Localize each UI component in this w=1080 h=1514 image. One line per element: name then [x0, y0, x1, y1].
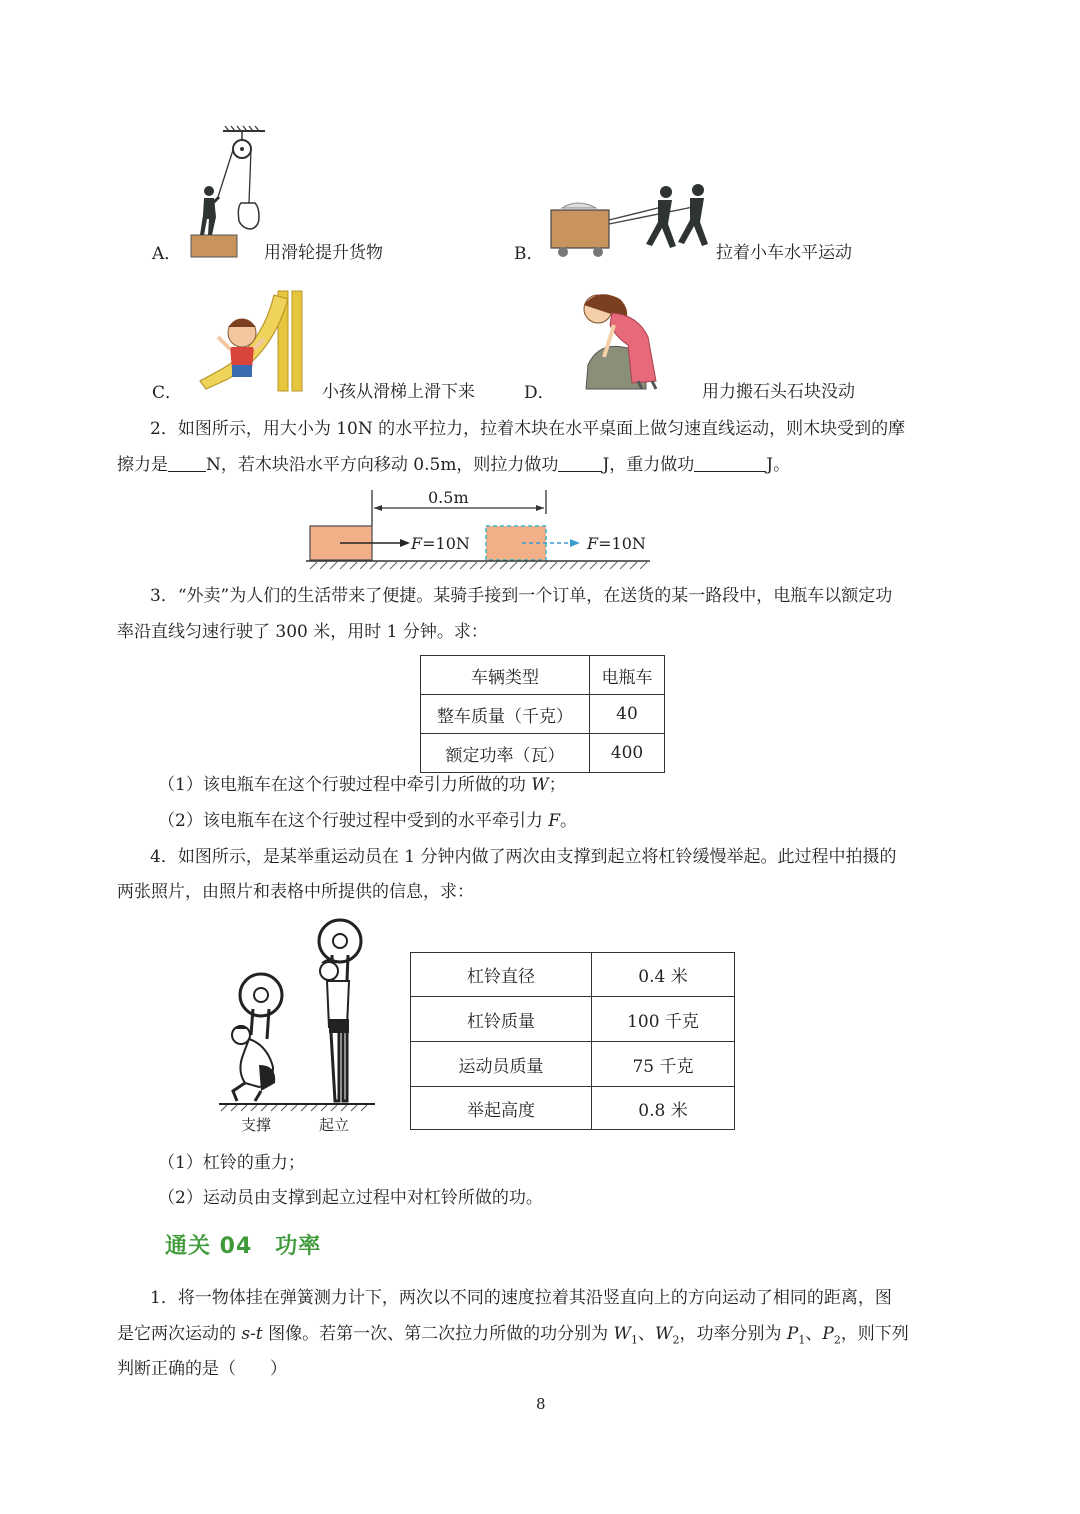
q4-line1: 4．如图所示，是某举重运动员在 1 分钟内做了两次由支撑到起立将杠铃缓慢举起。此过程中拍摄的: [150, 847, 897, 867]
vehicle-table-cell: 40: [590, 695, 665, 734]
page-number: 8: [536, 1395, 546, 1413]
q3-sub2-end: 。: [560, 811, 578, 831]
s1-w-sub-2: 2: [672, 1333, 680, 1347]
option-c-letter: C．: [152, 383, 183, 403]
option-d-letter: D．: [524, 383, 555, 403]
q2-text-d: J。: [766, 455, 791, 475]
q2-force-label-1: [411, 533, 470, 555]
q2-distance-label: 0.5m: [428, 488, 469, 507]
vehicle-table-cell: 整车质量（千克）: [421, 695, 590, 734]
q2-force-var-1: F: [411, 534, 423, 553]
s1-w-sub-1: 1: [631, 1333, 639, 1347]
section-title: 通关 04 功率: [165, 1234, 322, 1259]
vehicle-table: [420, 655, 665, 773]
q3-sub2-text: （2）该电瓶车在这个行驶过程中受到的水平牵引力: [158, 811, 549, 831]
barbell-table-cell: 100 千克: [592, 997, 735, 1042]
s1-line2: [117, 1323, 909, 1351]
q2-line2: [117, 454, 790, 476]
q3-sub1: [158, 774, 566, 796]
q2-blank-friction[interactable]: [168, 455, 206, 472]
q2-text-b: N，若木块沿水平方向移动 0.5m，则拉力做功: [206, 455, 559, 475]
q3-sub1-text: （1）该电瓶车在这个行驶过程中牵引力所做的功: [158, 775, 532, 795]
s1-p-sub-2: 2: [833, 1333, 841, 1347]
barbell-table-cell: 杠铃质量: [411, 997, 592, 1042]
vehicle-table-header-value: 电瓶车: [590, 656, 665, 695]
q2-force-val-1: =10N: [422, 534, 470, 553]
q3-sub1-var: W: [531, 775, 549, 795]
s1-p-var-2: P: [822, 1324, 834, 1344]
girl-rock-figure: [558, 285, 673, 395]
vehicle-table-cell: 400: [590, 734, 665, 773]
option-c-text: 小孩从滑梯上滑下来: [322, 382, 475, 402]
q4-line2: 两张照片，由照片和表格中所提供的信息，求：: [117, 882, 474, 902]
q2-text-c: J，重力做功: [602, 455, 695, 475]
s1-text-b: 图像。若第一次、第二次拉力所做的功分别为: [262, 1324, 614, 1344]
s1-w-var-2: W: [655, 1324, 673, 1344]
option-a-letter: A．: [152, 244, 182, 264]
q4-sub2: （2）运动员由支撑到起立过程中对杠铃所做的功。: [158, 1188, 543, 1208]
q3-sub1-end: ；: [548, 775, 566, 795]
q2-blank-pull-work[interactable]: [558, 455, 602, 472]
q2-line1: 2．如图所示，用大小为 10N 的水平拉力，拉着木块在水平桌面上做匀速直线运动，则木块受到的摩: [150, 419, 906, 439]
q2-force-val-2: =10N: [598, 534, 646, 553]
q3-sub2-var: F: [548, 811, 561, 831]
option-d-text: 用力搬石头石块没动: [702, 382, 855, 402]
barbell-table-cell: 75 千克: [592, 1042, 735, 1087]
vehicle-table-cell: 额定功率（瓦）: [421, 734, 590, 773]
s1-sep-1: 、: [638, 1324, 656, 1344]
q4-sub1: （1）杠铃的重力；: [158, 1153, 305, 1173]
barbell-table: [410, 952, 735, 1130]
option-b-letter: B．: [514, 244, 544, 264]
option-a-text: 用滑轮提升货物: [264, 243, 383, 263]
s1-sep-2: 、: [805, 1324, 823, 1344]
label-support: 支撑: [241, 1116, 272, 1134]
s1-st-var: s-t: [241, 1324, 263, 1344]
barbell-table-cell: 0.8 米: [592, 1087, 735, 1130]
q3-line2: 率沿直线匀速行驶了 300 米，用时 1 分钟。求：: [117, 622, 488, 642]
s1-p-var-1: P: [786, 1324, 799, 1344]
s1-p-sub-1: 1: [798, 1333, 806, 1347]
barbell-table-cell: 运动员质量: [411, 1042, 592, 1087]
q3-line1: 3．“外卖”为人们的生活带来了便捷。某骑手接到一个订单，在送货的某一路段中，电瓶车以额定功: [150, 586, 893, 606]
pulley-lifting-figure: [185, 125, 275, 265]
weightlifter-figure: [215, 915, 380, 1115]
s1-text-d: ，则下列: [840, 1324, 909, 1344]
block-force-diagram: [300, 484, 660, 570]
q2-blank-gravity-work[interactable]: [694, 455, 766, 472]
label-stand: 起立: [319, 1116, 350, 1134]
q2-text-a: 擦力是: [117, 455, 168, 475]
barbell-table-cell: 杠铃直径: [411, 953, 592, 997]
s1-w-var-1: W: [613, 1324, 632, 1344]
barbell-table-cell: 举起高度: [411, 1087, 592, 1130]
q2-force-label-2: [587, 533, 646, 555]
q2-force-var-2: F: [587, 534, 599, 553]
option-b-text: 拉着小车水平运动: [716, 243, 852, 263]
slide-child-figure: [192, 285, 312, 395]
barbell-table-cell: 0.4 米: [592, 953, 735, 997]
s1-line1: 1．将一物体挂在弹簧测力计下，两次以不同的速度拉着其沿竖直向上的方向运动了相同的距离，图: [150, 1288, 892, 1308]
q3-sub2: [158, 810, 577, 832]
s1-text-a: 是它两次运动的: [117, 1324, 242, 1344]
s1-text-c: ，功率分别为: [679, 1324, 787, 1344]
cart-pulling-figure: [548, 180, 718, 260]
vehicle-table-header-type: 车辆类型: [421, 656, 590, 695]
s1-line3: 判断正确的是（ ）: [117, 1359, 287, 1379]
